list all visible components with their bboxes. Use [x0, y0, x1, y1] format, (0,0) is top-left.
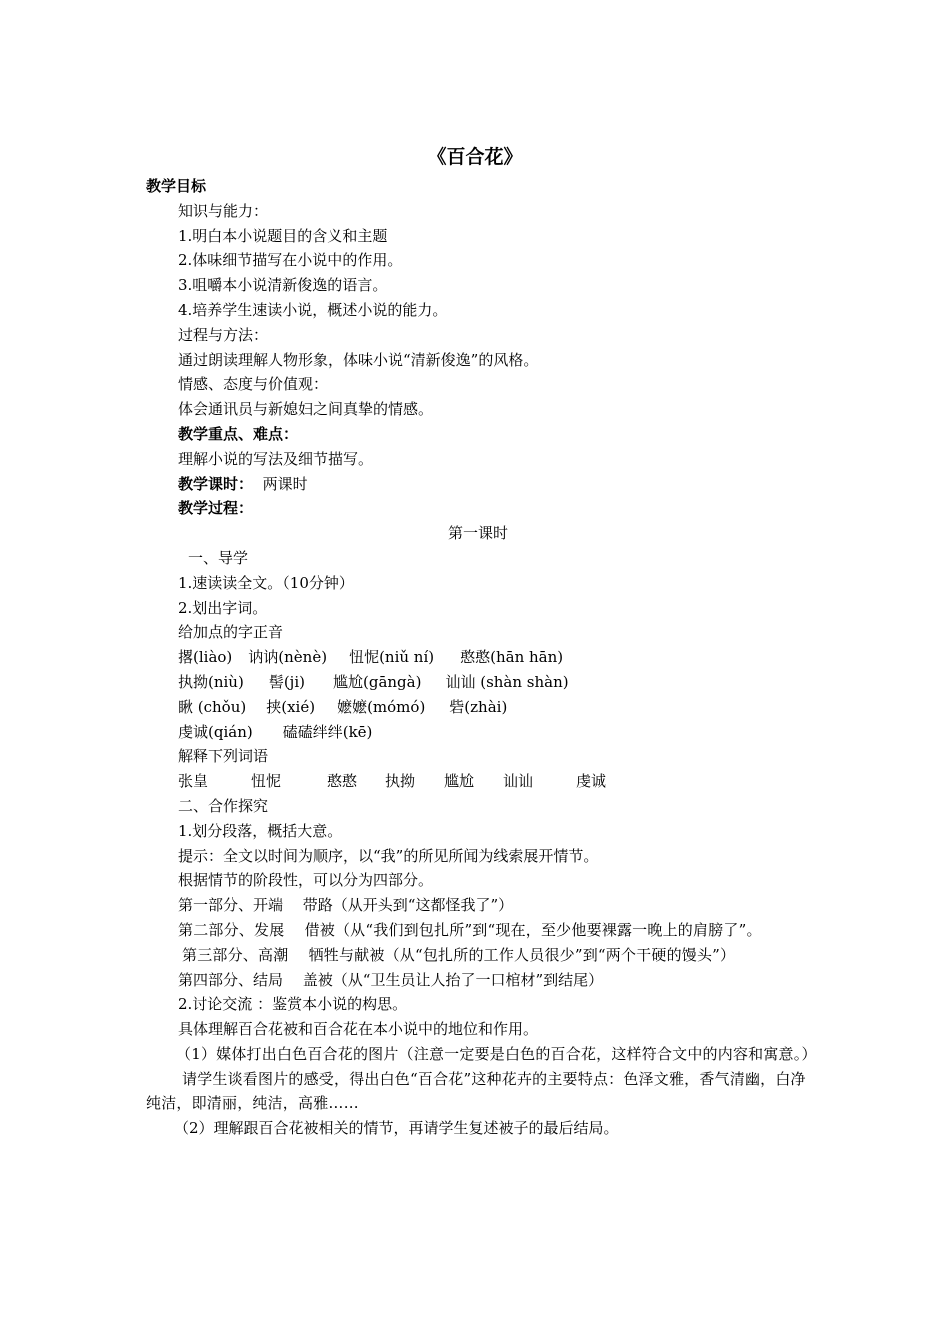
pron-heading: 给加点的字正音 — [178, 623, 284, 642]
knowledge-heading: 知识与能力： — [178, 201, 269, 220]
pron-word: 尴尬(gāngà) — [332, 672, 422, 691]
pron-word: 讪讪 (shàn shàn) — [445, 672, 569, 691]
coop-step: 2.讨论交流 ：鉴赏本小说的构思。 — [178, 995, 408, 1014]
part-item: 第三部分、高潮 牺牲与献被（从“包扎所的工作人员很少”到“两个干硬的馒头”） — [182, 945, 736, 964]
pron-word: 磕磕绊绊(kē) — [282, 722, 373, 741]
pron-word: 嬷嬷(mómó) — [337, 697, 426, 716]
pron-word: 瞅 (chǒu) — [178, 697, 247, 716]
pron-word: 髻(ji) — [268, 672, 305, 691]
knowledge-item: 4.培养学生速读小说，概述小说的能力。 — [178, 300, 448, 319]
process-heading: 过程与方法： — [178, 325, 269, 344]
emotion-text: 体会通讯员与新媳妇之间真挚的情感。 — [178, 400, 434, 419]
procedure-heading: 教学过程： — [178, 499, 254, 518]
explain-word: 虔诚 — [576, 772, 607, 791]
explain-word: 讪讪 — [503, 772, 534, 791]
part-item: 第一部分、开端 带路（从开头到“这都怪我了”） — [178, 896, 514, 915]
explain-word: 张皇 — [178, 772, 209, 791]
process-text: 通过朗读理解人物形象，体味小说“清新俊逸”的风格。 — [178, 350, 539, 369]
pron-word: 忸怩(niǔ ní) — [349, 648, 435, 667]
media-text: （1）媒体打出白色百合花的图片（注意一定要是白色的百合花，这样符合文中的内容和寓意。） — [176, 1044, 817, 1063]
knowledge-item: 1.明白本小说题目的含义和主题 — [178, 226, 388, 245]
pron-row — [146, 670, 810, 695]
hours-line — [146, 472, 810, 497]
pron-row — [146, 695, 810, 720]
hours-value: 两课时 — [262, 474, 308, 493]
pron-word: 撂(liào) — [178, 648, 233, 667]
emotion-heading: 情感、态度与价值观： — [178, 375, 329, 394]
step-item: 2.划出字词。 — [178, 598, 268, 617]
pron-word: 讷讷(nènè) — [248, 648, 328, 667]
knowledge-item: 3.咀嚼本小说清新俊逸的语言。 — [178, 276, 388, 295]
hint-text: 提示：全文以时间为顺序，以“我”的所见所闻为线索展开情节。 — [178, 846, 599, 865]
explain-word: 憨憨 — [327, 772, 358, 791]
pron-row — [146, 645, 810, 670]
key-text: 理解小说的写法及细节描写。 — [178, 449, 374, 468]
parts-intro: 根据情节的阶段性，可以分为四部分。 — [178, 871, 434, 890]
pron-word: 砦(zhài) — [449, 697, 508, 716]
key-heading: 教学重点、难点： — [178, 424, 299, 443]
coop-detail: 具体理解百合花被和百合花在本小说中的地位和作用。 — [178, 1020, 539, 1039]
plot-text: （2）理解跟百合花被相关的情节，再请学生复述被子的最后结局。 — [174, 1119, 619, 1138]
hours-label: 教学课时： — [178, 474, 254, 493]
explain-words — [146, 769, 810, 794]
explain-heading: 解释下列词语 — [178, 747, 269, 766]
part-item: 第二部分、发展 借被（从“我们到包扎所”到“现在，至少他要裸露一晚上的肩膀了”。 — [178, 920, 762, 939]
goals-heading: 教学目标 — [146, 177, 207, 195]
lesson-title: 第一课时 — [447, 524, 508, 543]
section1-heading: 一、导学 — [188, 548, 249, 567]
pron-word: 挟(xié) — [266, 697, 316, 716]
step-item: 1.速读读全文。（10分钟） — [178, 573, 354, 592]
pron-word: 虔诚(qián) — [178, 722, 253, 741]
explain-word: 尴尬 — [444, 772, 475, 791]
document-body — [146, 174, 817, 1141]
explain-word: 忸怩 — [251, 772, 282, 791]
pron-word: 执拗(niù) — [178, 672, 244, 691]
pron-row — [146, 720, 810, 745]
explain-word: 执拗 — [385, 772, 416, 791]
pron-word: 憨憨(hān hān) — [460, 648, 564, 667]
document-title: 《百合花》 — [427, 146, 523, 168]
section2-heading: 二、合作探究 — [178, 796, 269, 815]
part-item: 第四部分、结局 盖被（从“卫生员让人抬了一口棺材”到结尾） — [178, 970, 604, 989]
students-text: 请学生谈看图片的感受，得出白色“百合花”这种花卉的主要特点：色泽文雅，香气清幽，白净纯洁，即清丽，纯洁，高雅…… — [146, 1069, 806, 1113]
knowledge-item: 2.体味细节描写在小说中的作用。 — [178, 251, 403, 270]
coop-step: 1.划分段落，概括大意。 — [178, 821, 343, 840]
